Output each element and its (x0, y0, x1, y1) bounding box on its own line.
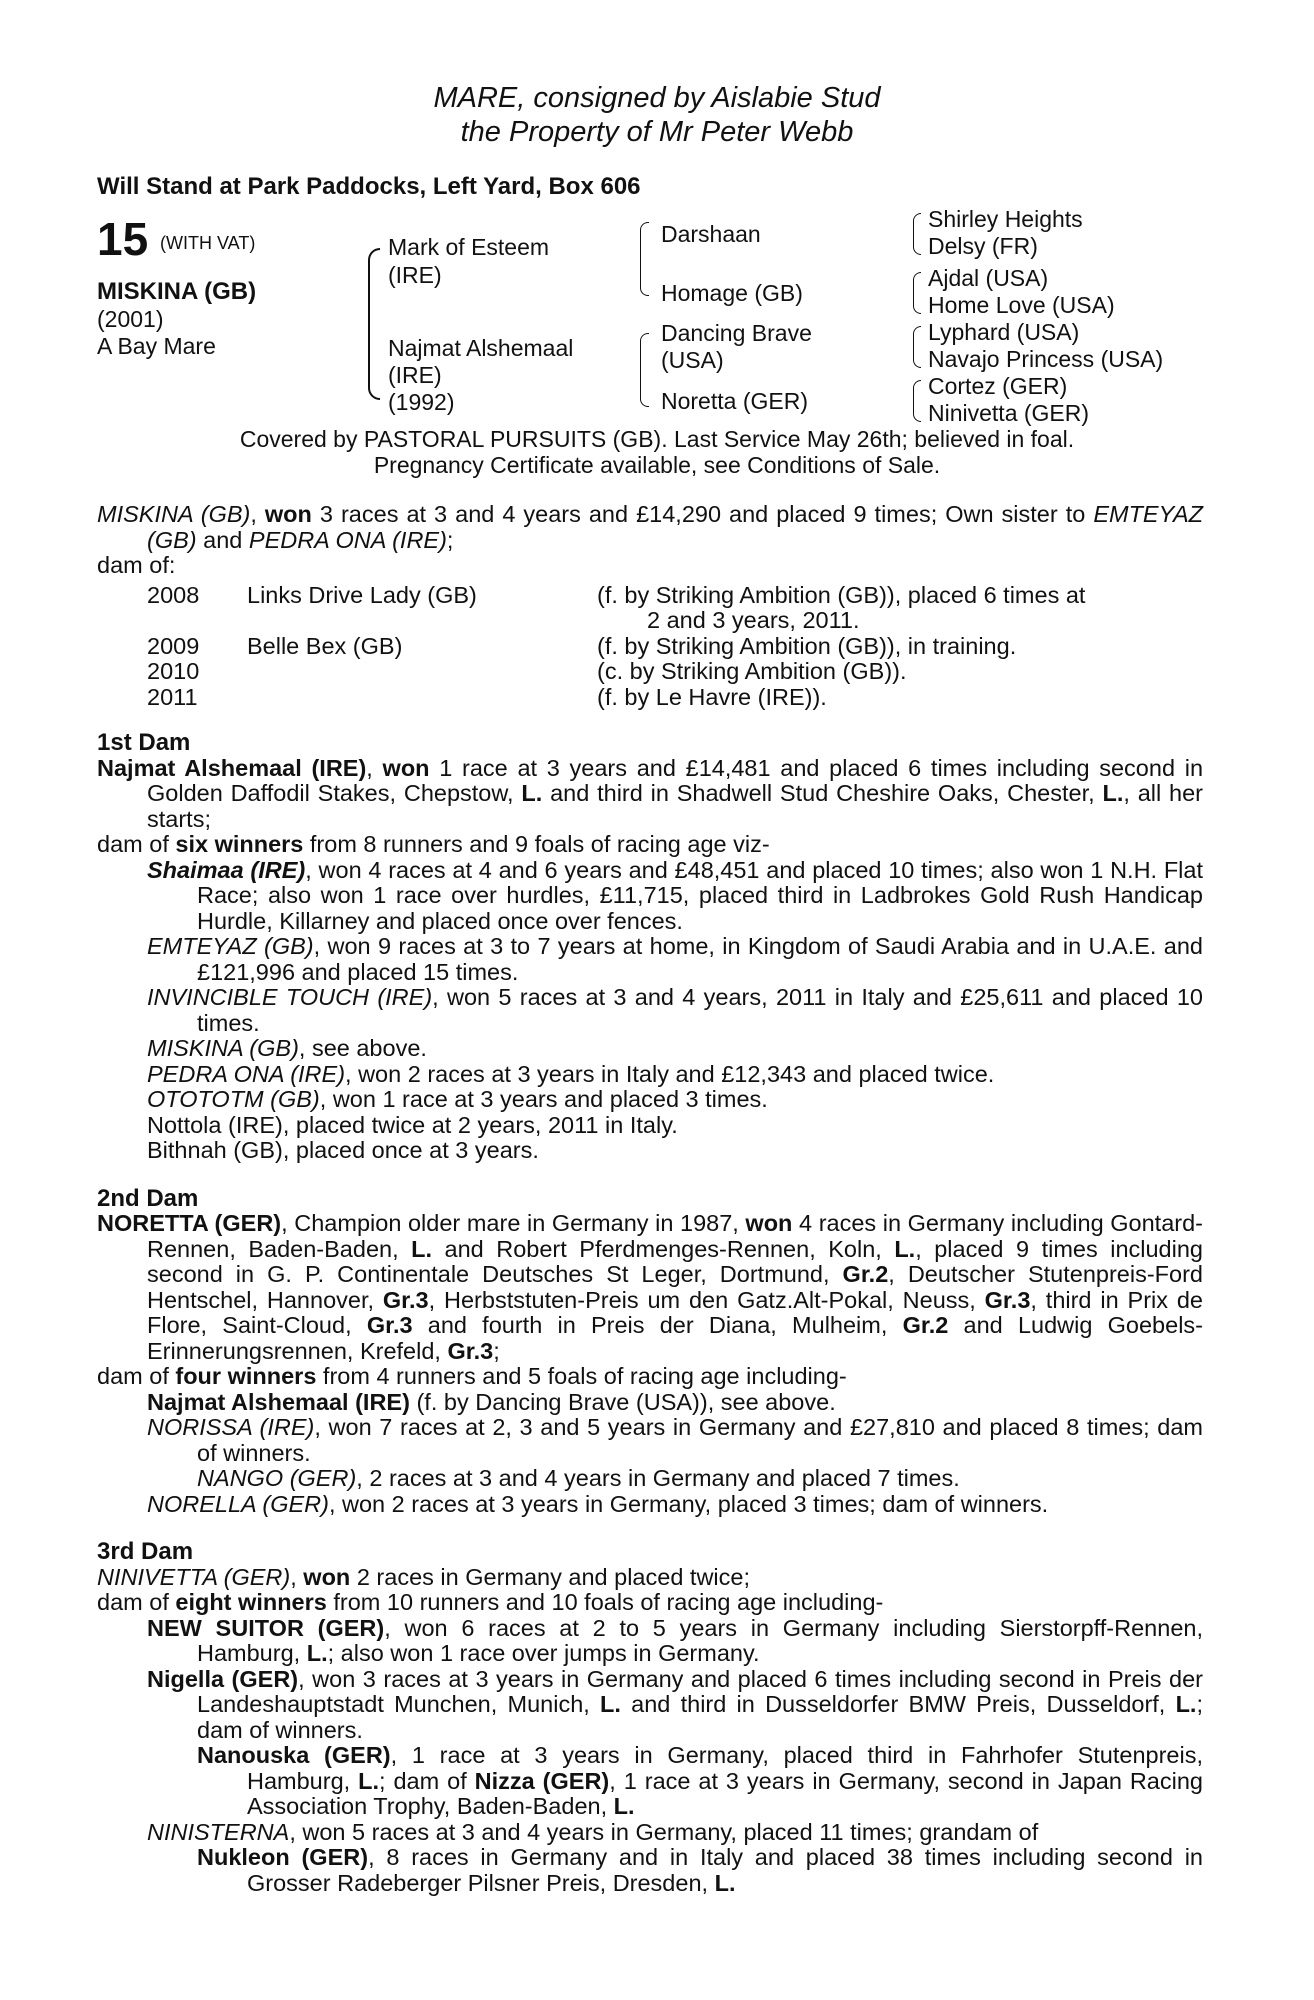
horse-name: MISKINA (GB) (97, 278, 257, 305)
dam-country: (IRE) (388, 362, 442, 388)
lot-number: 15 (97, 213, 149, 265)
third-dam-progeny-intro: dam of eight winners from 10 runners and 10 foals of racing age including- (97, 1589, 884, 1615)
foal-detail: (c. by Striking Ambition (GB)). (597, 658, 907, 684)
second-dam-progeny-intro: dam of four winners from 4 runners and 5 foals of racing age including- (97, 1363, 847, 1389)
progeny-entry: Shaimaa (IRE), won 4 races at 4 and 6 years and £48,451 and placed 10 times; also won 1 N.H. Flat Race; also won 1 race over hurdles, £11,715, placed third in Ladbrokes Gold Rush Handicap Hurdle, Killarney and placed once over fences. (147, 856, 1203, 934)
progeny-entry: EMTEYAZ (GB), won 9 races at 3 to 7 years at home, in Kingdom of Saudi Arabia and in U.A.E. and £121,996 and placed 15 times. (147, 933, 1203, 985)
first-dam-summary: Najmat Alshemaal (IRE), won 1 race at 3 years and £14,481 and placed 6 times including second in Golden Daffodil Stakes, Chepstow, L. and third in Shadwell Stud Cheshire Oaks, Chester, L., all her starts; (97, 754, 1204, 832)
progeny-entry: Najmat Alshemaal (IRE) (f. by Dancing Brave (USA)), see above. (147, 1388, 836, 1415)
progeny-entry: NORELLA (GER), won 2 races at 3 years in Germany, placed 3 times; dam of winners. (147, 1490, 1049, 1517)
progeny-entry: NORISSA (IRE), won 7 races at 2, 3 and 5 years in Germany and £27,810 and placed 8 times; dam of winners. (147, 1414, 1203, 1466)
foal-detail: 2 and 3 years, 2011. (647, 607, 860, 633)
pedigree-brace (640, 333, 649, 407)
foal-name (247, 659, 597, 685)
foal-name: Belle Bex (GB) (247, 632, 403, 659)
horse-year: (2001) (97, 306, 164, 332)
dam-year: (1992) (388, 389, 455, 415)
progeny-entry: Nigella (GER), won 3 races at 3 years in Germany and placed 6 times including second in Preis der Landeshauptstadt Munchen, Munich, L. and third in Dusseldorfer BMW Preis, Dusseldorf, L.; dam of winners. (147, 1665, 1203, 1743)
property-line: the Property of Mr Peter Webb (460, 116, 854, 148)
progeny-entry: PEDRA ONA (IRE), won 2 races at 3 years in Italy and £12,343 and placed twice. (147, 1060, 995, 1087)
foal-detail: (f. by Le Havre (IRE)). (597, 683, 827, 710)
progeny-entry: OTOTOTM (GB), won 1 race at 3 years and placed 3 times. (147, 1086, 768, 1112)
progeny-entry: MISKINA (GB), see above. (147, 1035, 427, 1061)
catalogue-body (97, 502, 1203, 1896)
progeny-entry: Nanouska (GER), 1 race at 3 years in Germany, placed third in Fahrhofer Stutenpreis, Hamburg, L.; dam of Nizza (GER), 1 race at 3 years in Germany, second in Japan Racing Association Trophy, Baden-Baden, L. (197, 1742, 1204, 1819)
first-dam-progeny-intro: dam of six winners from 8 runners and 9 foals of racing age viz- (97, 831, 770, 857)
pedigree-brace (640, 222, 649, 296)
third-dam-heading: 3rd Dam (97, 1538, 194, 1565)
progeny-entry: NINISTERNA, won 5 races at 3 and 4 years in Germany, placed 11 times; grandam of (147, 1818, 1039, 1845)
pregnancy-note: Pregnancy Certificate available, see Conditions of Sale. (373, 452, 941, 478)
first-dam-heading: 1st Dam (97, 729, 191, 756)
great-grandparent: Ninivetta (GER) (928, 400, 1090, 426)
pedigree-brace (913, 213, 921, 255)
foal-table (97, 583, 1203, 711)
progeny-entry: NEW SUITOR (GER), won 6 races at 2 to 5 years in Germany including Sierstorpff-Rennen, Hamburg, L.; also won 1 race over jumps in Germany. (147, 1614, 1203, 1666)
sire-country: (IRE) (388, 262, 442, 288)
pedigree-brace (913, 380, 921, 422)
grandsire-1: Darshaan (661, 221, 761, 247)
progeny-entry: Nottola (IRE), placed twice at 2 years, 2011 in Italy. (147, 1111, 678, 1138)
dam: Najmat Alshemaal (388, 335, 574, 361)
great-grandparent: Navajo Princess (USA) (928, 346, 1164, 372)
great-grandparent: Home Love (USA) (928, 292, 1115, 318)
covered-by: Covered by PASTORAL PURSUITS (GB). Last Service May 26th; believed in foal. (239, 426, 1075, 452)
foal-name: Links Drive Lady (GB) (247, 581, 477, 608)
vat-note: (WITH VAT) (160, 233, 256, 253)
consignor-line: MARE, consigned by Aislabie Stud (433, 82, 881, 114)
pedigree-brace (913, 272, 921, 314)
great-grandparent: Lyphard (USA) (928, 319, 1080, 345)
grandsire-2: Dancing Brave (661, 320, 812, 346)
foal-name (247, 685, 597, 711)
great-grandparent: Ajdal (USA) (928, 265, 1049, 291)
pedigree-brace (913, 326, 921, 368)
foal-year: 2009 (147, 632, 200, 659)
sire: Mark of Esteem (388, 234, 550, 260)
foal-year: 2011 (147, 683, 198, 710)
great-grandparent: Shirley Heights (928, 206, 1083, 232)
progeny-entry: Bithnah (GB), placed once at 3 years. (147, 1137, 539, 1163)
foal-detail: (f. by Striking Ambition (GB)), placed 6 times at (597, 581, 1086, 608)
third-dam-summary: NINIVETTA (GER), won 2 races in Germany and placed twice; (97, 1563, 750, 1590)
stand-location: Will Stand at Park Paddocks, Left Yard, Box 606 (97, 173, 641, 200)
great-grandparent: Cortez (GER) (928, 373, 1068, 399)
progeny-entry: INVINCIBLE TOUCH (IRE), won 5 races at 3 and 4 years, 2011 in Italy and £25,611 and placed 10 times. (147, 984, 1203, 1036)
grandsire-2-country: (USA) (661, 347, 724, 373)
horse-description: A Bay Mare (97, 333, 216, 359)
granddam-2: Noretta (GER) (661, 388, 808, 414)
progeny-entry: NANGO (GER), 2 races at 3 and 4 years in Germany and placed 7 times. (197, 1465, 960, 1491)
horse-summary: MISKINA (GB), won 3 races at 3 and 4 years and £14,290 and placed 9 times; Own sister to EMTEYAZ (GB) and PEDRA ONA (IRE); (97, 501, 1203, 553)
dam-of-label: dam of: (97, 552, 176, 578)
second-dam-heading: 2nd Dam (97, 1184, 199, 1212)
great-grandparent: Delsy (FR) (928, 233, 1038, 259)
granddam-1: Homage (GB) (661, 280, 803, 306)
foal-detail: (f. by Striking Ambition (GB)), in training. (597, 632, 1017, 659)
foal-year: 2008 (147, 581, 200, 608)
progeny-entry: Nukleon (GER), 8 races in Germany and in Italy and placed 38 times including second in Grosser Radeberger Pilsner Preis, Dresden, L. (197, 1844, 1204, 1896)
foal-year: 2010 (147, 658, 200, 684)
second-dam-summary: NORETTA (GER), Champion older mare in Germany in 1987, won 4 races in Germany including Gontard-Rennen, Baden-Baden, L. and Robert Pferdmenges-Rennen, Koln, L., placed 9 times including second in G. P. Continentale Deutsches St Leger, Dortmund, Gr.2, Deutscher Stutenpreis-Ford Hentschel, Hannover, Gr.3, Herbststuten-Preis um den Gatz.Alt-Pokal, Neuss, Gr.3, third in Prix de Flore, Saint-Cloud, Gr.3 and fourth in Preis der Diana, Mulheim, Gr.2 and Ludwig Goebels-Erinnerungsrennen, Krefeld, Gr.3; (97, 1210, 1203, 1364)
pedigree-brace (368, 248, 380, 400)
